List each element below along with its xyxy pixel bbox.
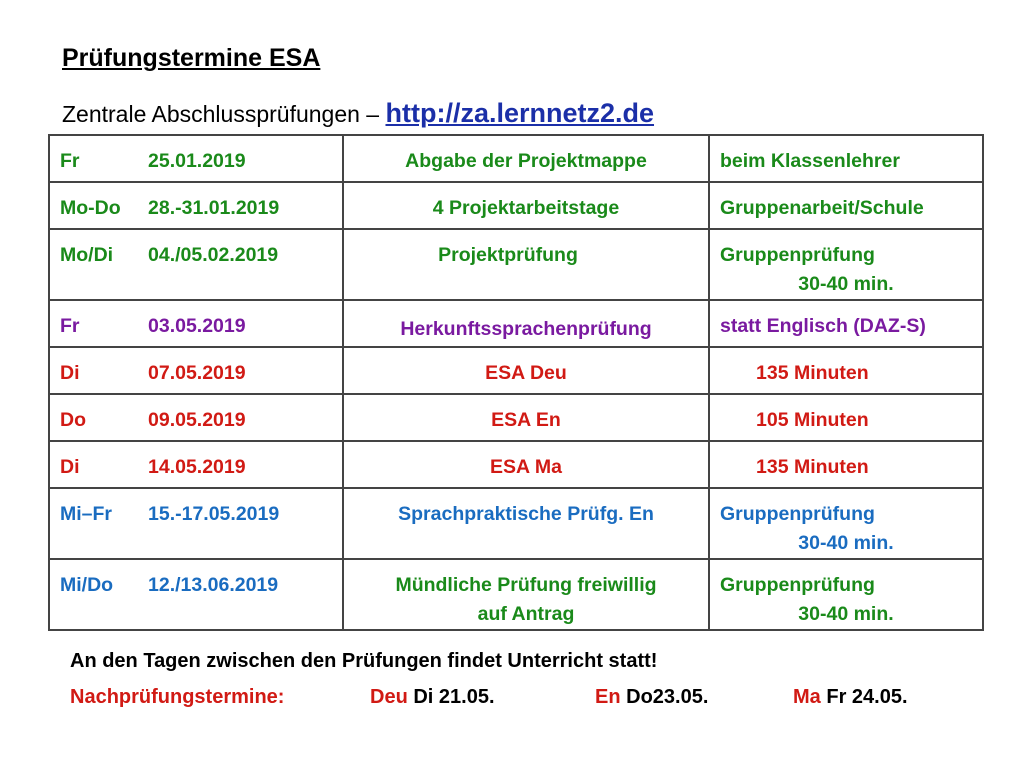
detail-cell [709,394,983,441]
nach-date: Di 21.05. [407,686,495,708]
detail-cell [709,347,983,394]
detail-text: Gruppenprüfung [720,503,875,525]
event-cell [343,135,709,182]
event-name: Mündliche Prüfung freiwillig [395,574,657,596]
event-name: ESA Ma [490,456,562,478]
nach-subject: Deu [370,686,408,708]
weekday: Mi/Do [60,574,114,596]
date-cell [49,488,343,559]
detail-cell [709,135,983,182]
date-range: 14.05.2019 [148,456,246,478]
event-name: Projektprüfung [438,244,578,266]
nachpruefung-ma [793,686,908,709]
detail-text: Gruppenarbeit/Schule [720,197,924,219]
event-name: Sprachpraktische Prüfg. En [398,503,654,525]
subtitle [62,98,654,129]
event-cell [343,394,709,441]
date-cell [49,394,343,441]
detail-cell [709,488,983,559]
date-cell [49,347,343,394]
date-cell [49,135,343,182]
duration-text: 30-40 min. [798,603,894,625]
weekday: Do [60,409,86,431]
table-row [49,394,983,441]
event-cell [343,441,709,488]
nachpruefung-en [595,686,708,709]
table-row [49,300,983,347]
event-name: ESA En [491,409,561,431]
detail-cell [709,182,983,229]
date-range: 09.05.2019 [148,409,246,431]
date-cell [49,441,343,488]
detail-text: statt Englisch (DAZ-S) [720,315,926,337]
nach-date: Do23.05. [620,686,709,708]
date-range: 28.-31.01.2019 [148,197,280,219]
event-cell [343,300,709,347]
nachpruefung-label: Nachprüfungstermine: [70,686,285,708]
event-cell [343,488,709,559]
date-range: 12./13.06.2019 [148,574,279,596]
website-link[interactable]: http://za.lernnetz2.de [385,98,655,128]
nach-subject: En [595,686,621,708]
weekday: Fr [60,150,80,172]
detail-cell [709,229,983,300]
page-title: Prüfungstermine ESA [62,44,321,72]
nach-subject: Ma [793,686,821,708]
detail-text: 135 Minuten [756,362,869,384]
detail-text: Gruppenprüfung [720,244,875,266]
detail-text: 105 Minuten [756,409,869,431]
nach-date: Fr 24.05. [820,686,908,708]
detail-cell [709,441,983,488]
detail-text: 135 Minuten [756,456,869,478]
detail-text: beim Klassenlehrer [720,150,900,172]
date-cell [49,182,343,229]
event-cell [343,347,709,394]
date-range: 25.01.2019 [148,150,246,172]
table-row [49,559,983,630]
table-row [49,135,983,182]
date-range: 04./05.02.2019 [148,244,279,266]
date-range: 07.05.2019 [148,362,246,384]
event-name: ESA Deu [485,362,567,384]
event-note: auf Antrag [477,603,575,625]
date-range: 15.-17.05.2019 [148,503,280,525]
table-row [49,347,983,394]
weekday: Mo/Di [60,244,114,266]
duration-text: 30-40 min. [798,273,894,295]
event-cell [343,229,709,300]
exam-schedule-table [48,134,984,631]
nachpruefung-deu [370,686,495,709]
date-cell [49,229,343,300]
date-cell [49,559,343,630]
event-name: 4 Projektarbeitstage [432,197,620,219]
date-range: 03.05.2019 [148,315,246,337]
weekday: Di [60,362,80,384]
table-row [49,441,983,488]
detail-cell [709,300,983,347]
weekday: Di [60,456,80,478]
event-name: Herkunftssprachenprüfung [400,318,652,340]
detail-text: Gruppenprüfung [720,574,875,596]
event-cell [343,559,709,630]
table-row [49,488,983,559]
event-name: Abgabe der Projektmappe [405,150,647,172]
table-row [49,182,983,229]
date-cell [49,300,343,347]
detail-cell [709,559,983,630]
weekday: Mi–Fr [60,503,113,525]
table-row [49,229,983,300]
duration-text: 30-40 min. [798,532,894,554]
event-cell [343,182,709,229]
weekday: Mo-Do [60,197,121,219]
lesson-note: An den Tagen zwischen den Prüfungen findet Unterricht statt! [70,650,658,672]
subtitle-text: Zentrale Abschlussprüfungen – [62,101,386,127]
weekday: Fr [60,315,80,337]
